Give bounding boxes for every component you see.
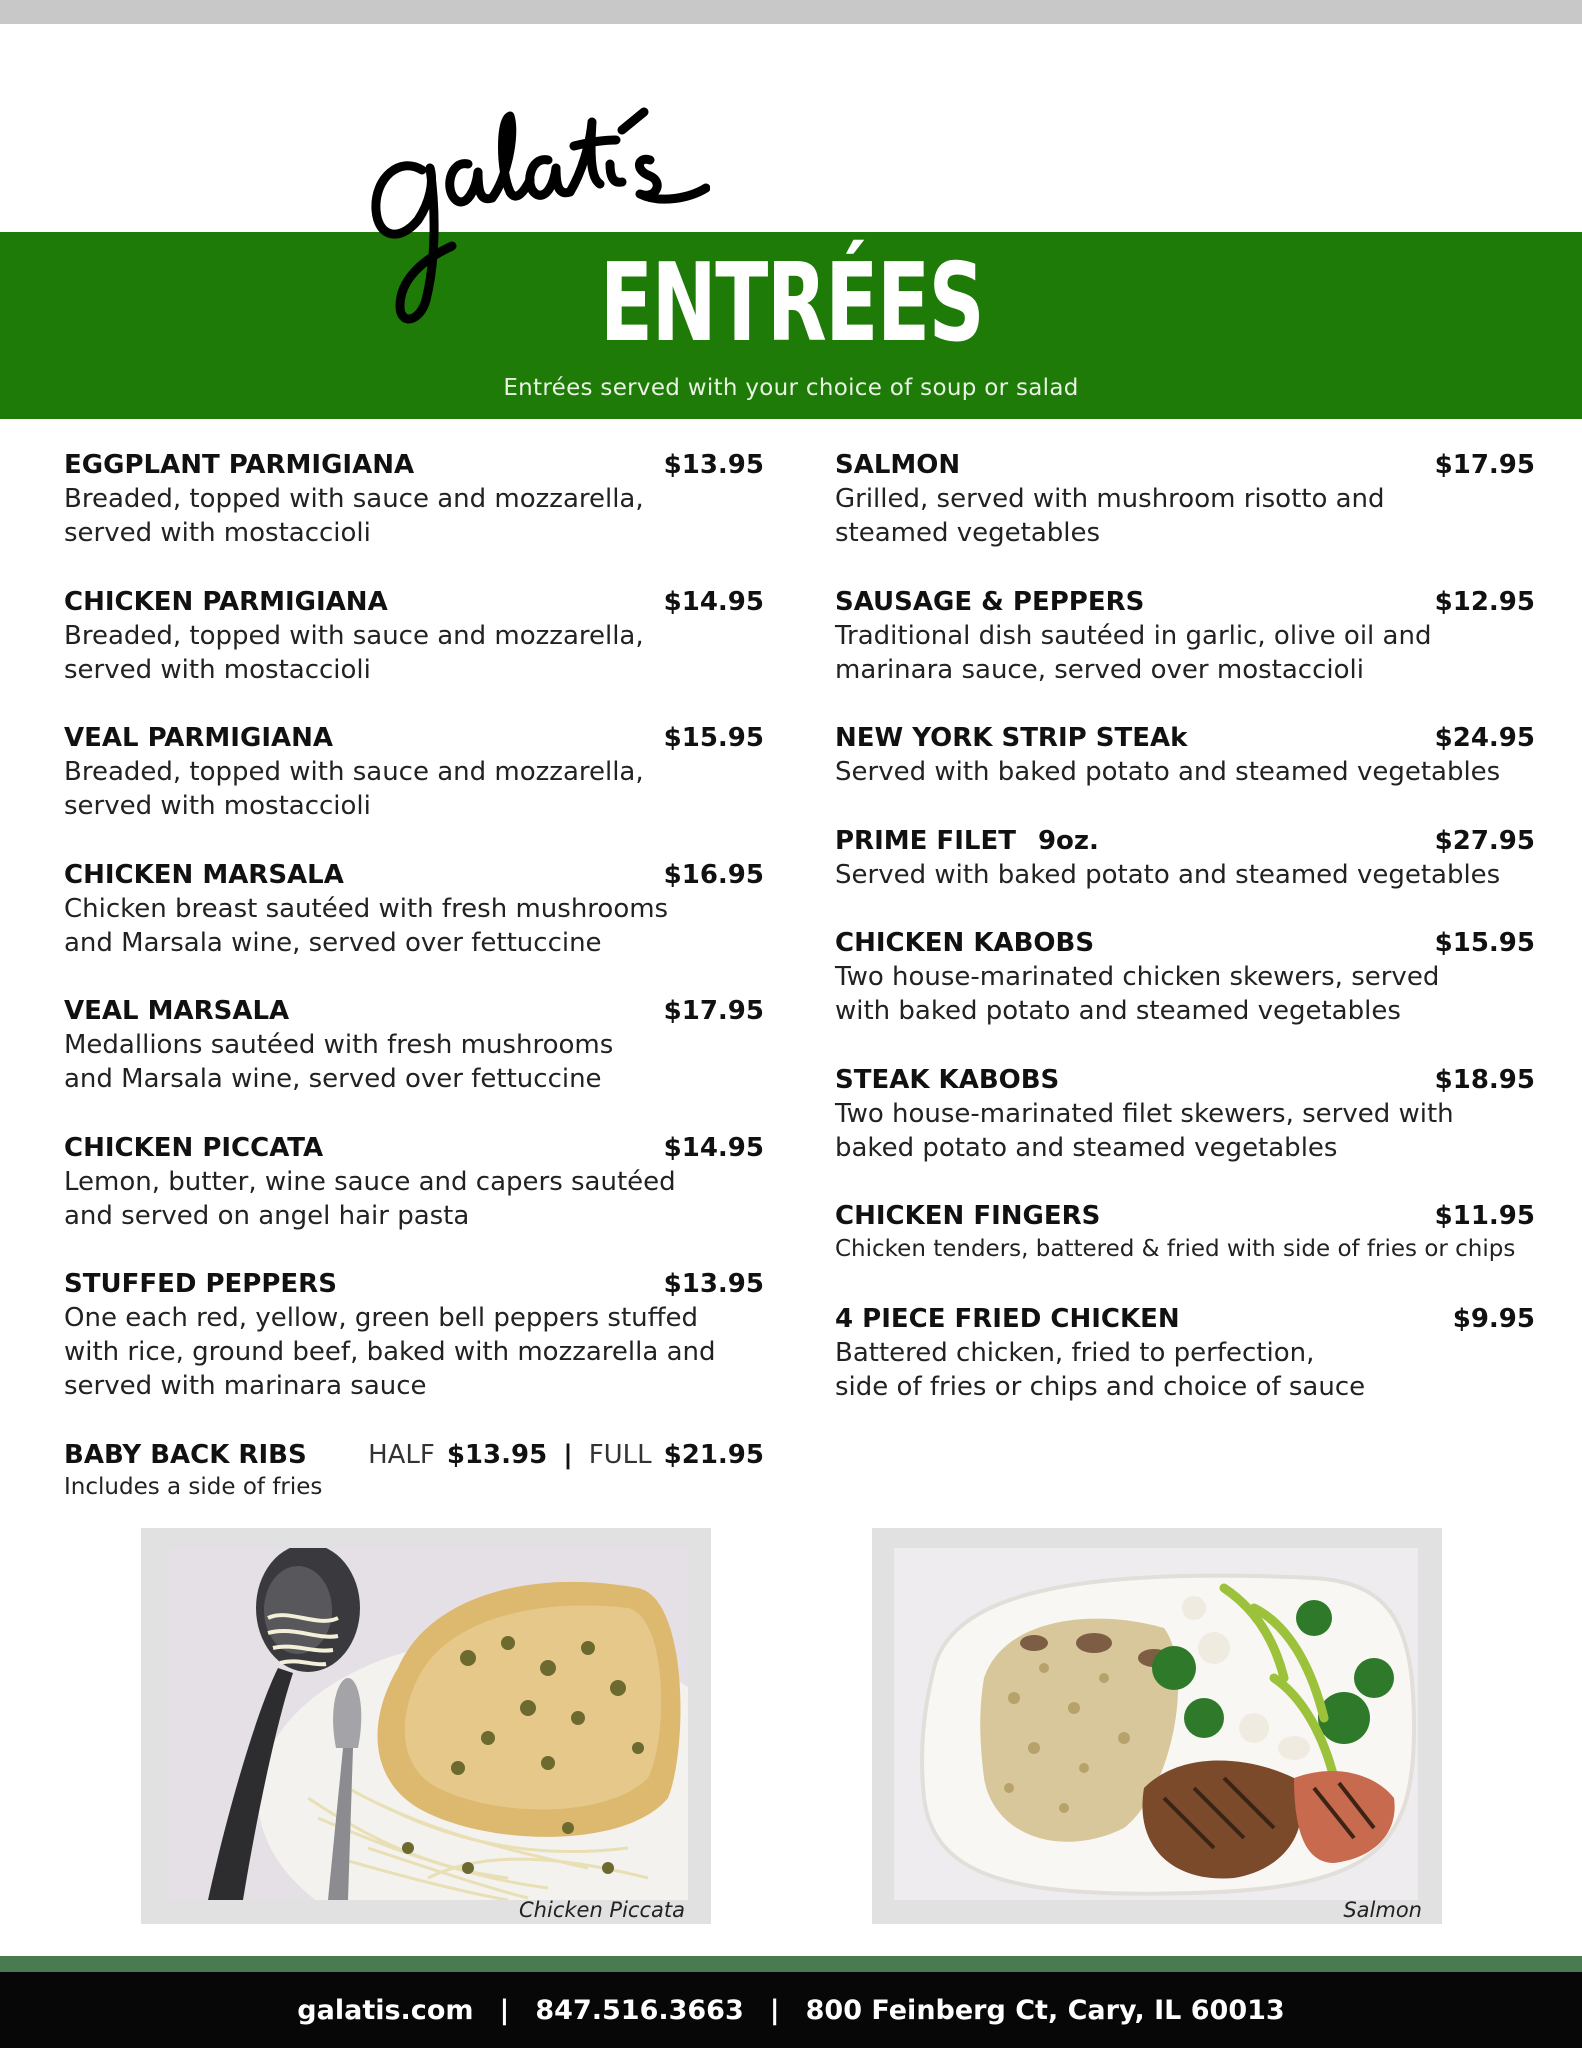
item-description-line: served with mostaccioli	[64, 791, 371, 821]
entrees-banner	[0, 232, 1582, 419]
menu-item-prime-filet	[835, 824, 1535, 926]
item-price: $13.95	[663, 450, 764, 480]
item-name: CHICKEN PARMIGIANA	[64, 587, 388, 617]
item-price: $16.95	[663, 860, 764, 890]
menu-item-sausage-peppers	[835, 585, 1535, 721]
half-price: $13.95	[446, 1440, 548, 1470]
item-description-line: Breaded, topped with sauce and mozzarella,	[64, 757, 644, 787]
item-description-line: and served on angel hair pasta	[64, 1201, 470, 1231]
item-price: $14.95	[663, 1133, 764, 1163]
item-description-line: Includes a side of fries	[64, 1474, 323, 1500]
item-description-line: with rice, ground beef, baked with mozzarella and	[64, 1337, 716, 1367]
item-description-line: Breaded, topped with sauce and mozzarella,	[64, 484, 644, 514]
item-description-line: One each red, yellow, green bell peppers stuffed	[64, 1303, 699, 1333]
item-description-line: side of fries or chips and choice of sauce	[835, 1372, 1366, 1402]
item-price: $11.95	[1434, 1201, 1535, 1231]
item-name: VEAL MARSALA	[64, 996, 290, 1026]
half-label: HALF	[368, 1440, 435, 1470]
menu-item-chicken-parmigiana	[64, 585, 764, 721]
item-price: $15.95	[1434, 928, 1535, 958]
item-size: 9oz.	[1037, 826, 1099, 856]
item-description-line: Medallions sautéed with fresh mushrooms	[64, 1030, 614, 1060]
menu-item-eggplant-parmigiana	[64, 448, 764, 585]
menu-item-chicken-kabobs	[835, 926, 1535, 1063]
item-description-line: served with mostaccioli	[64, 518, 371, 548]
item-name: BABY BACK RIBS	[64, 1440, 307, 1470]
chicken-piccata-photo	[168, 1548, 688, 1900]
item-name: CHICKEN PICCATA	[64, 1133, 324, 1163]
item-description-line: Battered chicken, fried to perfection,	[835, 1338, 1315, 1368]
full-price: $21.95	[663, 1440, 764, 1470]
item-name: 4 PIECE FRIED CHICKEN	[835, 1304, 1180, 1334]
menu-item-4-piece-fried-chicken	[835, 1302, 1535, 1404]
menu-item-stuffed-peppers	[64, 1267, 764, 1438]
item-description-line: Lemon, butter, wine sauce and capers sautéed	[64, 1167, 676, 1197]
item-price: $15.95	[663, 723, 764, 753]
item-price: $9.95	[1452, 1304, 1535, 1334]
item-price: $17.95	[663, 996, 764, 1026]
item-description-line: Chicken breast sautéed with fresh mushrooms	[64, 894, 669, 924]
item-description-line: marinara sauce, served over mostaccioli	[835, 655, 1364, 685]
menu-item-veal-marsala	[64, 994, 764, 1131]
left-menu-column	[64, 448, 764, 1502]
item-description-line: Traditional dish sautéed in garlic, olive oil and	[835, 621, 1432, 651]
full-label: FULL	[588, 1440, 652, 1470]
item-name: STEAK KABOBS	[835, 1065, 1060, 1095]
menu-item-chicken-marsala	[64, 858, 764, 994]
item-description-line: served with mostaccioli	[64, 655, 371, 685]
item-description-line: Grilled, served with mushroom risotto and	[835, 484, 1385, 514]
item-price: $27.95	[1434, 826, 1535, 856]
item-name: VEAL PARMIGIANA	[64, 723, 334, 753]
item-description-line: Chicken tenders, battered & fried with side of fries or chips	[835, 1236, 1516, 1262]
photo-frame-salmon	[872, 1528, 1442, 1924]
item-price: $17.95	[1434, 450, 1535, 480]
item-description-line: Breaded, topped with sauce and mozzarella,	[64, 621, 644, 651]
item-price: $14.95	[663, 587, 764, 617]
item-price: $24.95	[1434, 723, 1535, 753]
item-name: PRIME FILET	[835, 826, 1016, 856]
page-subtitle: Entrées served with your choice of soup or salad	[503, 375, 1079, 401]
item-name: SAUSAGE & PEPPERS	[835, 587, 1145, 617]
page-title: ENTRÉES	[599, 241, 984, 366]
menu-item-veal-parmigiana	[64, 721, 764, 858]
address: 800 Feinberg Ct, Cary, IL 60013	[805, 1994, 1285, 2026]
item-description-line: served with marinara sauce	[64, 1371, 427, 1401]
item-price: $13.95	[663, 1269, 764, 1299]
top-gray-strip	[0, 0, 1582, 24]
item-description-line: Served with baked potato and steamed vegetables	[835, 860, 1501, 890]
menu-item-salmon	[835, 448, 1535, 585]
item-description-line: Two house-marinated chicken skewers, served	[835, 962, 1440, 992]
menu-item-new-york-strip-steak	[835, 721, 1535, 824]
menu-item-steak-kabobs	[835, 1063, 1535, 1199]
galatis-logo	[360, 60, 710, 330]
item-description-line: Two house-marinated filet skewers, served with	[835, 1099, 1454, 1129]
footer-separator: |	[499, 1994, 510, 2026]
item-description-line: and Marsala wine, served over fettuccine	[64, 1064, 602, 1094]
phone-number[interactable]: 847.516.3663	[535, 1994, 744, 2026]
price-separator: |	[563, 1440, 573, 1470]
item-name: CHICKEN KABOBS	[835, 928, 1095, 958]
footer-contact-bar	[0, 1972, 1582, 2048]
menu-item-chicken-fingers	[835, 1199, 1535, 1302]
footer-separator: |	[769, 1994, 780, 2026]
item-name: EGGPLANT PARMIGIANA	[64, 450, 415, 480]
item-description-line: steamed vegetables	[835, 518, 1101, 548]
item-description-line: Served with baked potato and steamed vegetables	[835, 757, 1501, 787]
item-description-line: and Marsala wine, served over fettuccine	[64, 928, 602, 958]
item-description-line: with baked potato and steamed vegetables	[835, 996, 1401, 1026]
photo-caption: Chicken Piccata	[519, 1898, 685, 1922]
menu-item-chicken-piccata	[64, 1131, 764, 1267]
item-name: CHICKEN MARSALA	[64, 860, 344, 890]
footer-accent-strip	[0, 1956, 1582, 1972]
item-price: $18.95	[1434, 1065, 1535, 1095]
item-name: NEW YORK STRIP STEAk	[835, 723, 1188, 753]
menu-item-baby-back-ribs	[64, 1438, 764, 1502]
salmon-photo	[894, 1548, 1418, 1900]
website-link[interactable]: galatis.com	[297, 1994, 474, 2026]
item-description-line: baked potato and steamed vegetables	[835, 1133, 1338, 1163]
item-name: SALMON	[835, 450, 961, 480]
photo-caption: Salmon	[1343, 1898, 1422, 1922]
right-menu-column	[835, 448, 1535, 1404]
item-name: STUFFED PEPPERS	[64, 1269, 337, 1299]
photo-frame-chicken-piccata	[141, 1528, 711, 1924]
item-price: $12.95	[1434, 587, 1535, 617]
item-name: CHICKEN FINGERS	[835, 1201, 1101, 1231]
